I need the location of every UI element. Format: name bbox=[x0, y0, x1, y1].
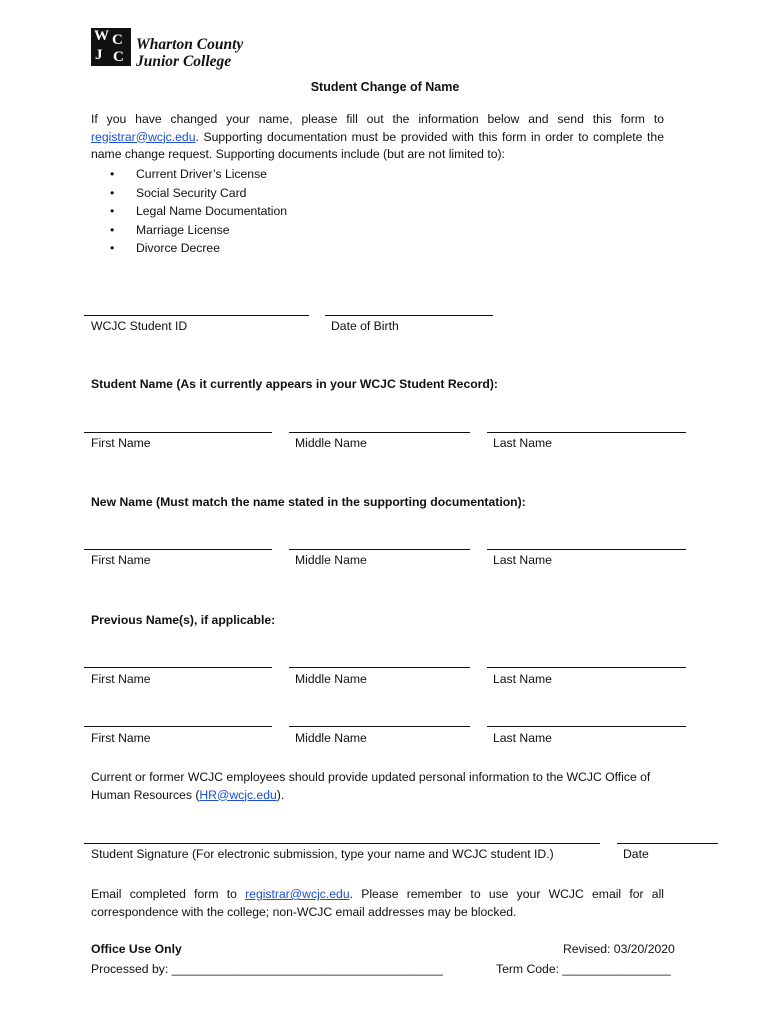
registrar-email-link[interactable]: registrar@wcjc.edu bbox=[91, 129, 196, 144]
first-name-label: First Name bbox=[91, 731, 151, 745]
previous-name-heading: Previous Name(s), if applicable: bbox=[91, 613, 276, 627]
logo-letter: W bbox=[94, 28, 109, 44]
current-middle-name-field[interactable] bbox=[289, 432, 470, 433]
previous-last-name-field-2[interactable] bbox=[487, 726, 686, 727]
college-logo-mark bbox=[91, 28, 131, 66]
new-last-name-field[interactable] bbox=[487, 549, 686, 550]
registrar-email-link[interactable]: registrar@wcjc.edu bbox=[245, 887, 350, 901]
signature-date-field[interactable] bbox=[617, 843, 718, 844]
middle-name-label: Middle Name bbox=[295, 672, 367, 686]
revised-date: Revised: 03/20/2020 bbox=[563, 942, 675, 956]
new-middle-name-field[interactable] bbox=[289, 549, 470, 550]
new-name-heading: New Name (Must match the name stated in the supporting documentation): bbox=[91, 495, 526, 509]
hr-email-link[interactable]: HR@wcjc.edu bbox=[199, 787, 277, 802]
dob-label: Date of Birth bbox=[331, 319, 399, 333]
signature-field[interactable] bbox=[84, 843, 600, 844]
middle-name-label: Middle Name bbox=[295, 731, 367, 745]
logo-letter: C bbox=[113, 49, 124, 65]
last-name-label: Last Name bbox=[493, 436, 552, 450]
list-item: • Divorce Decree bbox=[110, 239, 287, 258]
current-first-name-field[interactable] bbox=[84, 432, 272, 433]
middle-name-label: Middle Name bbox=[295, 553, 367, 567]
middle-name-label: Middle Name bbox=[295, 436, 367, 450]
signature-label: Student Signature (For electronic submission, type your name and WCJC student ID.) bbox=[91, 847, 554, 861]
last-name-label: Last Name bbox=[493, 672, 552, 686]
office-use-heading: Office Use Only bbox=[91, 942, 182, 956]
previous-last-name-field[interactable] bbox=[487, 667, 686, 668]
supporting-documents-list bbox=[110, 165, 287, 258]
processed-by-field[interactable]: Processed by: ________________________________________ bbox=[91, 962, 443, 976]
current-last-name-field[interactable] bbox=[487, 432, 686, 433]
previous-first-name-field-2[interactable] bbox=[84, 726, 272, 727]
list-item: • Legal Name Documentation bbox=[110, 202, 287, 221]
logo-letter: J bbox=[95, 47, 103, 63]
last-name-label: Last Name bbox=[493, 553, 552, 567]
intro-paragraph: If you have changed your name, please fill out the information below and send this form to registrar@wcjc.edu. Supporting documentation must be provided with this form in order to complete the name change request. Supporting documents include (but are not limited to): bbox=[91, 112, 664, 161]
logo-letter: C bbox=[112, 32, 123, 48]
first-name-label: First Name bbox=[91, 436, 151, 450]
employees-note: Current or former WCJC employees should provide updated personal information to the WCJC Office of Human Resources (HR@wcjc.edu). bbox=[91, 770, 651, 802]
form-title: Student Change of Name bbox=[310, 80, 460, 94]
dob-field[interactable] bbox=[325, 315, 493, 316]
previous-first-name-field[interactable] bbox=[84, 667, 272, 668]
list-item: • Social Security Card bbox=[110, 184, 287, 203]
previous-middle-name-field-2[interactable] bbox=[289, 726, 470, 727]
first-name-label: First Name bbox=[91, 553, 151, 567]
last-name-label: Last Name bbox=[493, 731, 552, 745]
term-code-field[interactable]: Term Code: ________________ bbox=[496, 962, 671, 976]
student-id-label: WCJC Student ID bbox=[91, 319, 188, 333]
student-id-field[interactable] bbox=[84, 315, 309, 316]
college-name: Wharton County Junior College bbox=[136, 36, 244, 70]
list-item: • Marriage License bbox=[110, 221, 287, 240]
previous-middle-name-field[interactable] bbox=[289, 667, 470, 668]
email-note: Email completed form to registrar@wcjc.edu. Please remember to use your WCJC email for all correspondence with the college; non-WCJC email addresses may be blocked. bbox=[91, 887, 664, 919]
first-name-label: First Name bbox=[91, 672, 151, 686]
current-name-heading: Student Name (As it currently appears in your WCJC Student Record): bbox=[91, 377, 498, 391]
list-item: • Current Driver’s License bbox=[110, 165, 287, 184]
signature-date-label: Date bbox=[623, 847, 649, 861]
new-first-name-field[interactable] bbox=[84, 549, 272, 550]
